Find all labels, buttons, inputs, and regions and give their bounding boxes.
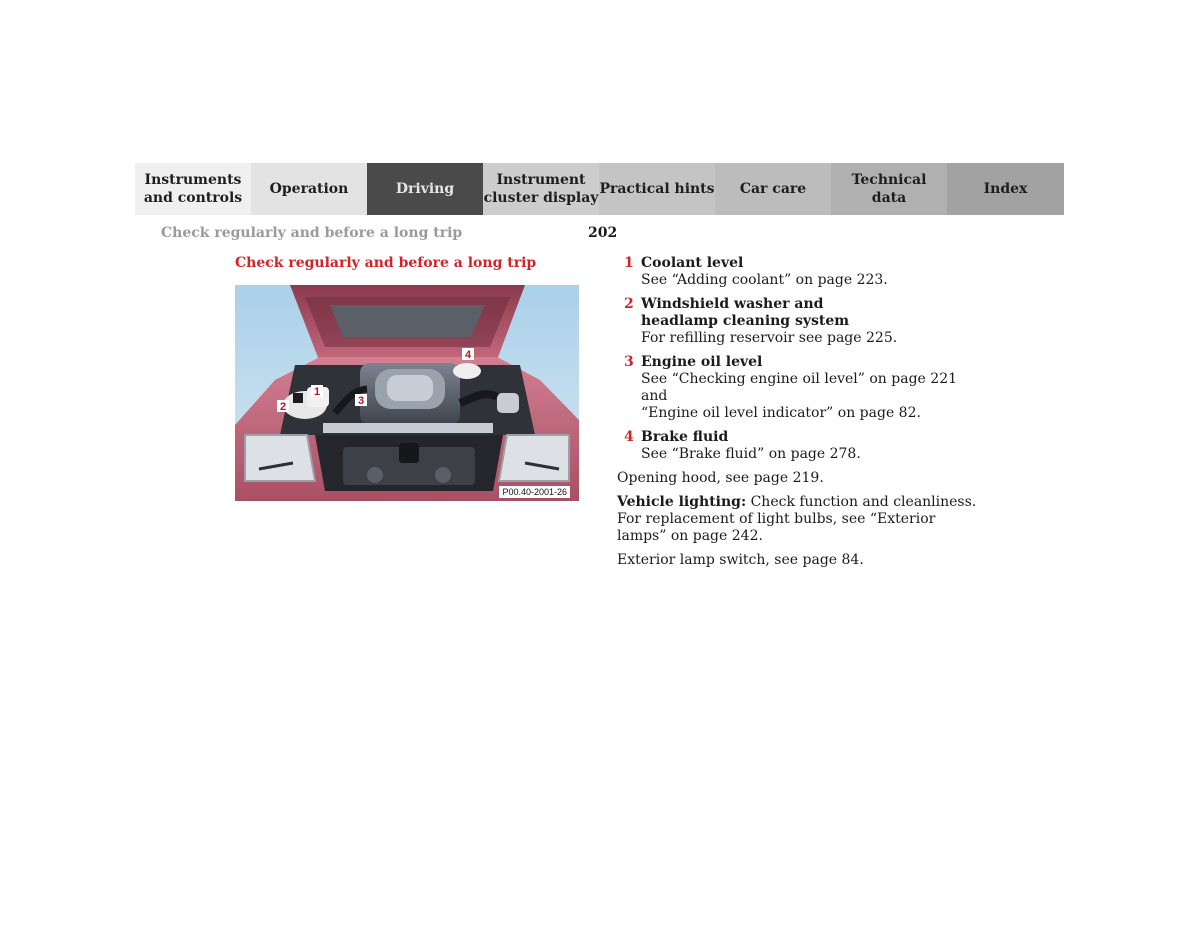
item-text: See “Brake fluid” on page 278. bbox=[641, 446, 861, 462]
svg-text:2: 2 bbox=[279, 401, 287, 413]
chapter-nav bbox=[135, 163, 1064, 215]
vehicle-lighting-text: Check function and cleanliness. For replacement of light bulbs, see “Exterior lamps” on page 242. bbox=[617, 494, 977, 544]
opening-hood-note: Opening hood, see page 219. bbox=[617, 470, 824, 486]
item-title: Brake fluid bbox=[641, 429, 729, 445]
callout-4 bbox=[462, 348, 474, 361]
tab-operation[interactable]: Operation bbox=[251, 163, 367, 215]
item-text: See “Checking engine oil level” on page 221 and “Engine oil level indicator” on page 82. bbox=[641, 371, 958, 421]
callout-1 bbox=[311, 385, 323, 398]
figure-code: P00.40-2001-26 bbox=[499, 486, 570, 498]
tab-instrument-cluster-display[interactable]: Instrument cluster display bbox=[483, 163, 599, 215]
checklist-column bbox=[617, 255, 977, 576]
tab-instruments-and-controls[interactable]: Instruments and controls bbox=[135, 163, 251, 215]
tab-car-care[interactable]: Car care bbox=[715, 163, 831, 215]
item-number: 4 bbox=[624, 429, 634, 445]
engine-bay-drawing bbox=[235, 285, 579, 501]
page-number: 202 bbox=[588, 225, 618, 241]
svg-text:3: 3 bbox=[357, 395, 365, 407]
exterior-lamp-switch-note: Exterior lamp switch, see page 84. bbox=[617, 552, 864, 568]
list-item bbox=[617, 296, 977, 347]
callout-3 bbox=[355, 394, 367, 407]
vehicle-lighting-label: Vehicle lighting: bbox=[617, 494, 747, 510]
item-title: Engine oil level bbox=[641, 354, 763, 370]
item-number: 3 bbox=[624, 354, 634, 370]
tab-driving[interactable]: Driving bbox=[367, 163, 483, 215]
list-item bbox=[617, 255, 977, 289]
section-title: Check regularly and before a long trip bbox=[235, 255, 537, 271]
item-text: For refilling reservoir see page 225. bbox=[641, 330, 898, 346]
engine-compartment-illustration bbox=[235, 285, 579, 501]
vehicle-lighting-note bbox=[617, 494, 977, 545]
list-item bbox=[617, 354, 977, 422]
item-number: 2 bbox=[624, 296, 634, 312]
item-text: See “Adding coolant” on page 223. bbox=[641, 272, 888, 288]
svg-text:4: 4 bbox=[464, 349, 472, 361]
list-item bbox=[617, 429, 977, 463]
callout-2 bbox=[277, 400, 289, 413]
tab-index[interactable]: Index bbox=[947, 163, 1064, 215]
item-title: Windshield washer and headlamp cleaning system bbox=[641, 296, 850, 329]
svg-text:1: 1 bbox=[313, 386, 321, 398]
item-title: Coolant level bbox=[641, 255, 744, 271]
tab-technical-data[interactable]: Technical data bbox=[831, 163, 947, 215]
tab-practical-hints[interactable]: Practical hints bbox=[599, 163, 715, 215]
item-number: 1 bbox=[624, 255, 634, 271]
running-header: Check regularly and before a long trip bbox=[161, 225, 463, 241]
